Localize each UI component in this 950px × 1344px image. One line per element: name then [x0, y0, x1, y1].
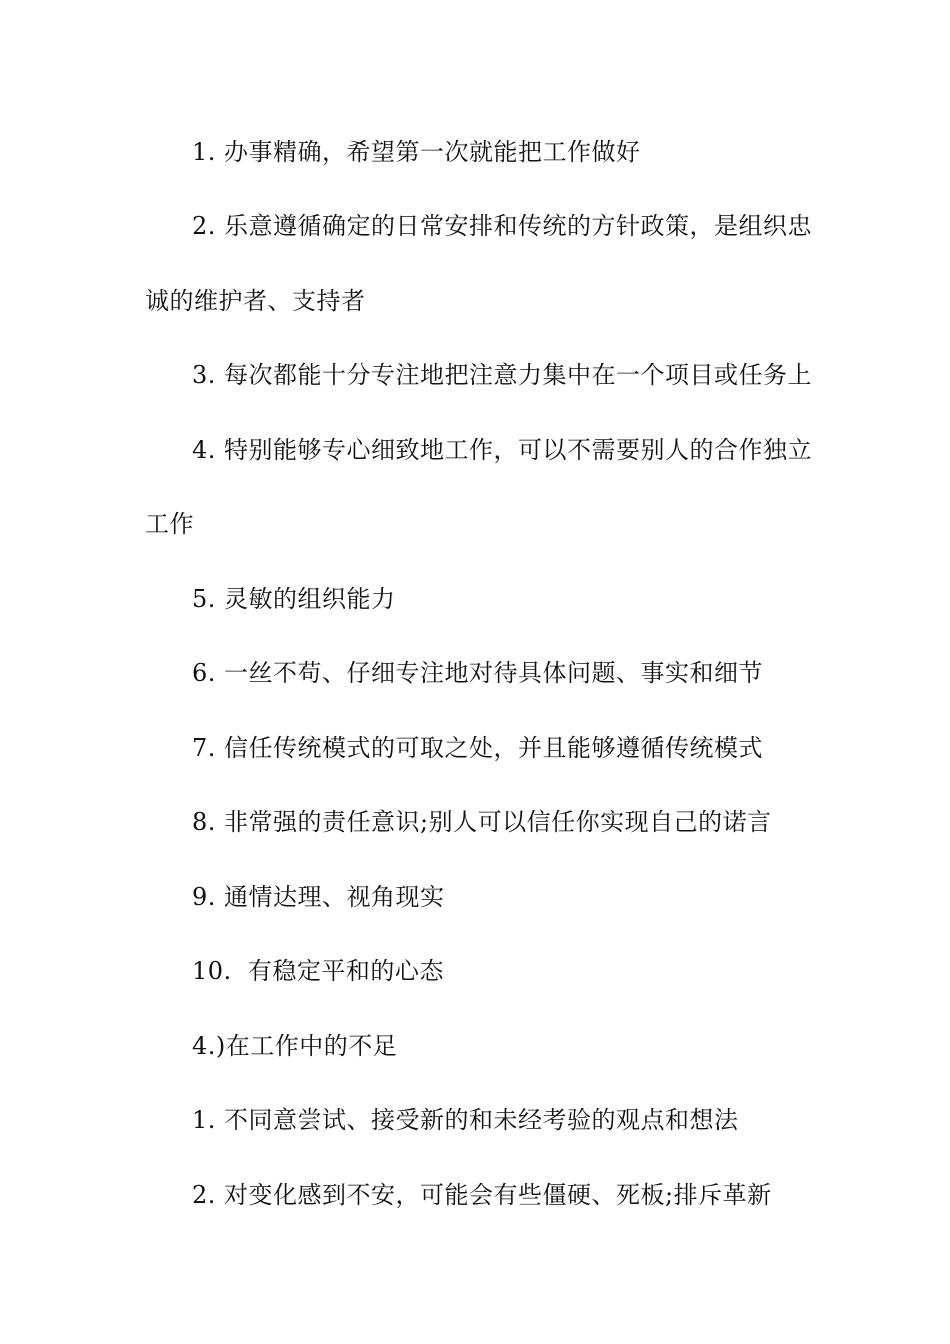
section-heading-weaknesses: 4.)在工作中的不足 — [192, 1032, 398, 1060]
list-item-strength-5: 5. 灵敏的组织能力 — [192, 585, 396, 613]
list-item-strength-4: 4. 特别能够专心细致地工作，可以不需要别人的合作独立 — [192, 436, 813, 464]
list-item-strength-1: 1. 办事精确，希望第一次就能把工作做好 — [192, 138, 641, 166]
list-item-weakness-1: 1. 不同意尝试、接受新的和未经考验的观点和想法 — [192, 1106, 739, 1134]
list-item-strength-2-continued: 诚的维护者、支持者 — [145, 287, 366, 315]
list-item-strength-9: 9. 通情达理、视角现实 — [192, 883, 445, 911]
list-item-strength-3: 3. 每次都能十分专注地把注意力集中在一个项目或任务上 — [192, 361, 813, 389]
list-item-strength-2: 2. 乐意遵循确定的日常安排和传统的方针政策，是组织忠 — [192, 212, 813, 240]
list-item-strength-10: 10. 有稳定平和的心态 — [192, 957, 444, 985]
list-item-strength-4-continued: 工作 — [145, 510, 194, 538]
list-item-strength-8: 8. 非常强的责任意识;别人可以信任你实现自己的诺言 — [192, 808, 772, 836]
list-item-strength-7: 7. 信任传统模式的可取之处，并且能够遵循传统模式 — [192, 734, 764, 762]
list-item-weakness-2: 2. 对变化感到不安，可能会有些僵硬、死板;排斥革新 — [192, 1181, 772, 1209]
list-item-strength-6: 6. 一丝不苟、仔细专注地对待具体问题、事实和细节 — [192, 659, 764, 687]
